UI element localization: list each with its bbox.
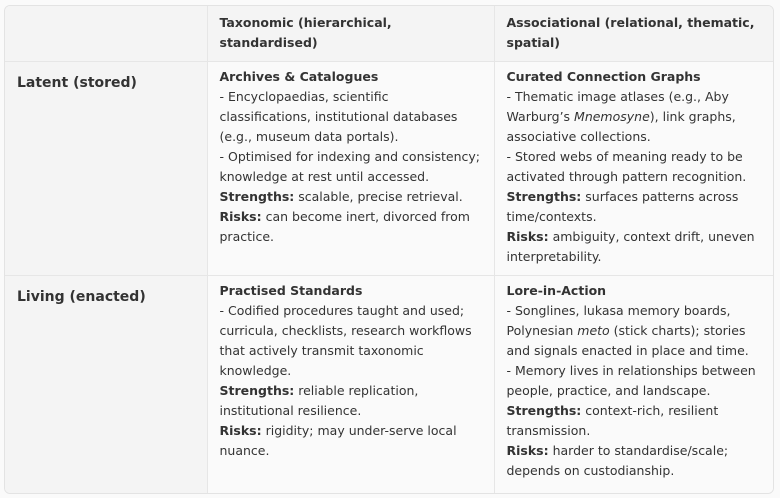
strengths-line bbox=[507, 187, 762, 227]
risks-line bbox=[220, 207, 482, 247]
cell-bullet: - Codified procedures taught and used; curricula, checklists, research workflows that actively transmit taxonomic knowledge. bbox=[219, 303, 472, 378]
risks-text: ambiguity, context drift, uneven interpretability. bbox=[506, 229, 755, 264]
cell-title: Lore-in-Action bbox=[506, 283, 607, 298]
risks-text: can become inert, divorced from practice. bbox=[219, 209, 470, 244]
strengths-text: context-rich, resilient transmission. bbox=[506, 403, 719, 438]
italic-term: meto bbox=[577, 323, 610, 338]
cell-living-taxonomic bbox=[207, 276, 494, 495]
strengths-label: Strengths: bbox=[506, 403, 582, 418]
cell-bullet: - Stored webs of meaning ready to be activated through pattern recognition. bbox=[506, 149, 747, 184]
risks-line bbox=[507, 441, 762, 481]
strengths-text: scalable, precise retrieval. bbox=[294, 189, 463, 204]
strengths-line bbox=[220, 381, 482, 421]
risks-line bbox=[220, 421, 482, 461]
table-row-living bbox=[5, 276, 773, 495]
strengths-line bbox=[507, 401, 762, 441]
strengths-label: Strengths: bbox=[219, 189, 295, 204]
cell-title: Archives & Catalogues bbox=[219, 69, 379, 84]
strengths-text: reliable replication, institutional resilience. bbox=[219, 383, 419, 418]
header-associational: Associational (relational, thematic, spatial) bbox=[494, 6, 773, 62]
cell-title: Curated Connection Graphs bbox=[506, 69, 701, 84]
cell-living-associational bbox=[494, 276, 773, 495]
cell-bullet bbox=[507, 301, 762, 361]
strengths-line bbox=[220, 187, 482, 207]
cell-bullet: - Optimised for indexing and consistency; knowledge at rest until accessed. bbox=[219, 149, 480, 184]
cell-bullet bbox=[507, 87, 762, 147]
comparison-table-container bbox=[4, 5, 774, 494]
cell-bullet: - Encyclopaedias, scientific classifications, institutional databases (e.g., museum data portals). bbox=[219, 89, 458, 144]
strengths-text: surfaces patterns across time/contexts. bbox=[506, 189, 739, 224]
cell-latent-associational bbox=[494, 62, 773, 276]
cell-bullet: - Memory lives in relationships between people, practice, and landscape. bbox=[506, 363, 756, 398]
bullet-text: (stick charts); stories and signals enacted in place and time. bbox=[506, 323, 749, 358]
header-row bbox=[5, 6, 773, 62]
bullet-text: - Songlines, lukasa memory boards, Polynesian bbox=[506, 303, 731, 338]
strengths-label: Strengths: bbox=[506, 189, 582, 204]
risks-label: Risks: bbox=[219, 423, 262, 438]
strengths-label: Strengths: bbox=[219, 383, 295, 398]
risks-text: harder to standardise/scale; depends on custodianship. bbox=[506, 443, 729, 478]
table-row-latent bbox=[5, 62, 773, 276]
row-header-latent: Latent (stored) bbox=[5, 62, 207, 276]
risks-label: Risks: bbox=[506, 443, 549, 458]
bullet-text: ), link graphs, associative collections. bbox=[506, 109, 736, 144]
cell-latent-taxonomic bbox=[207, 62, 494, 276]
header-corner bbox=[5, 6, 207, 62]
row-header-living: Living (enacted) bbox=[5, 276, 207, 495]
italic-title: Mnemosyne bbox=[574, 109, 650, 124]
risks-label: Risks: bbox=[219, 209, 262, 224]
knowledge-matrix-table bbox=[5, 6, 773, 494]
risks-text: rigidity; may under-serve local nuance. bbox=[219, 423, 457, 458]
header-taxonomic: Taxonomic (hierarchical, standardised) bbox=[207, 6, 494, 62]
bullet-text: - Thematic image atlases (e.g., Aby Warburg’s bbox=[506, 89, 729, 124]
cell-title: Practised Standards bbox=[219, 283, 363, 298]
risks-line bbox=[507, 227, 762, 267]
risks-label: Risks: bbox=[506, 229, 549, 244]
